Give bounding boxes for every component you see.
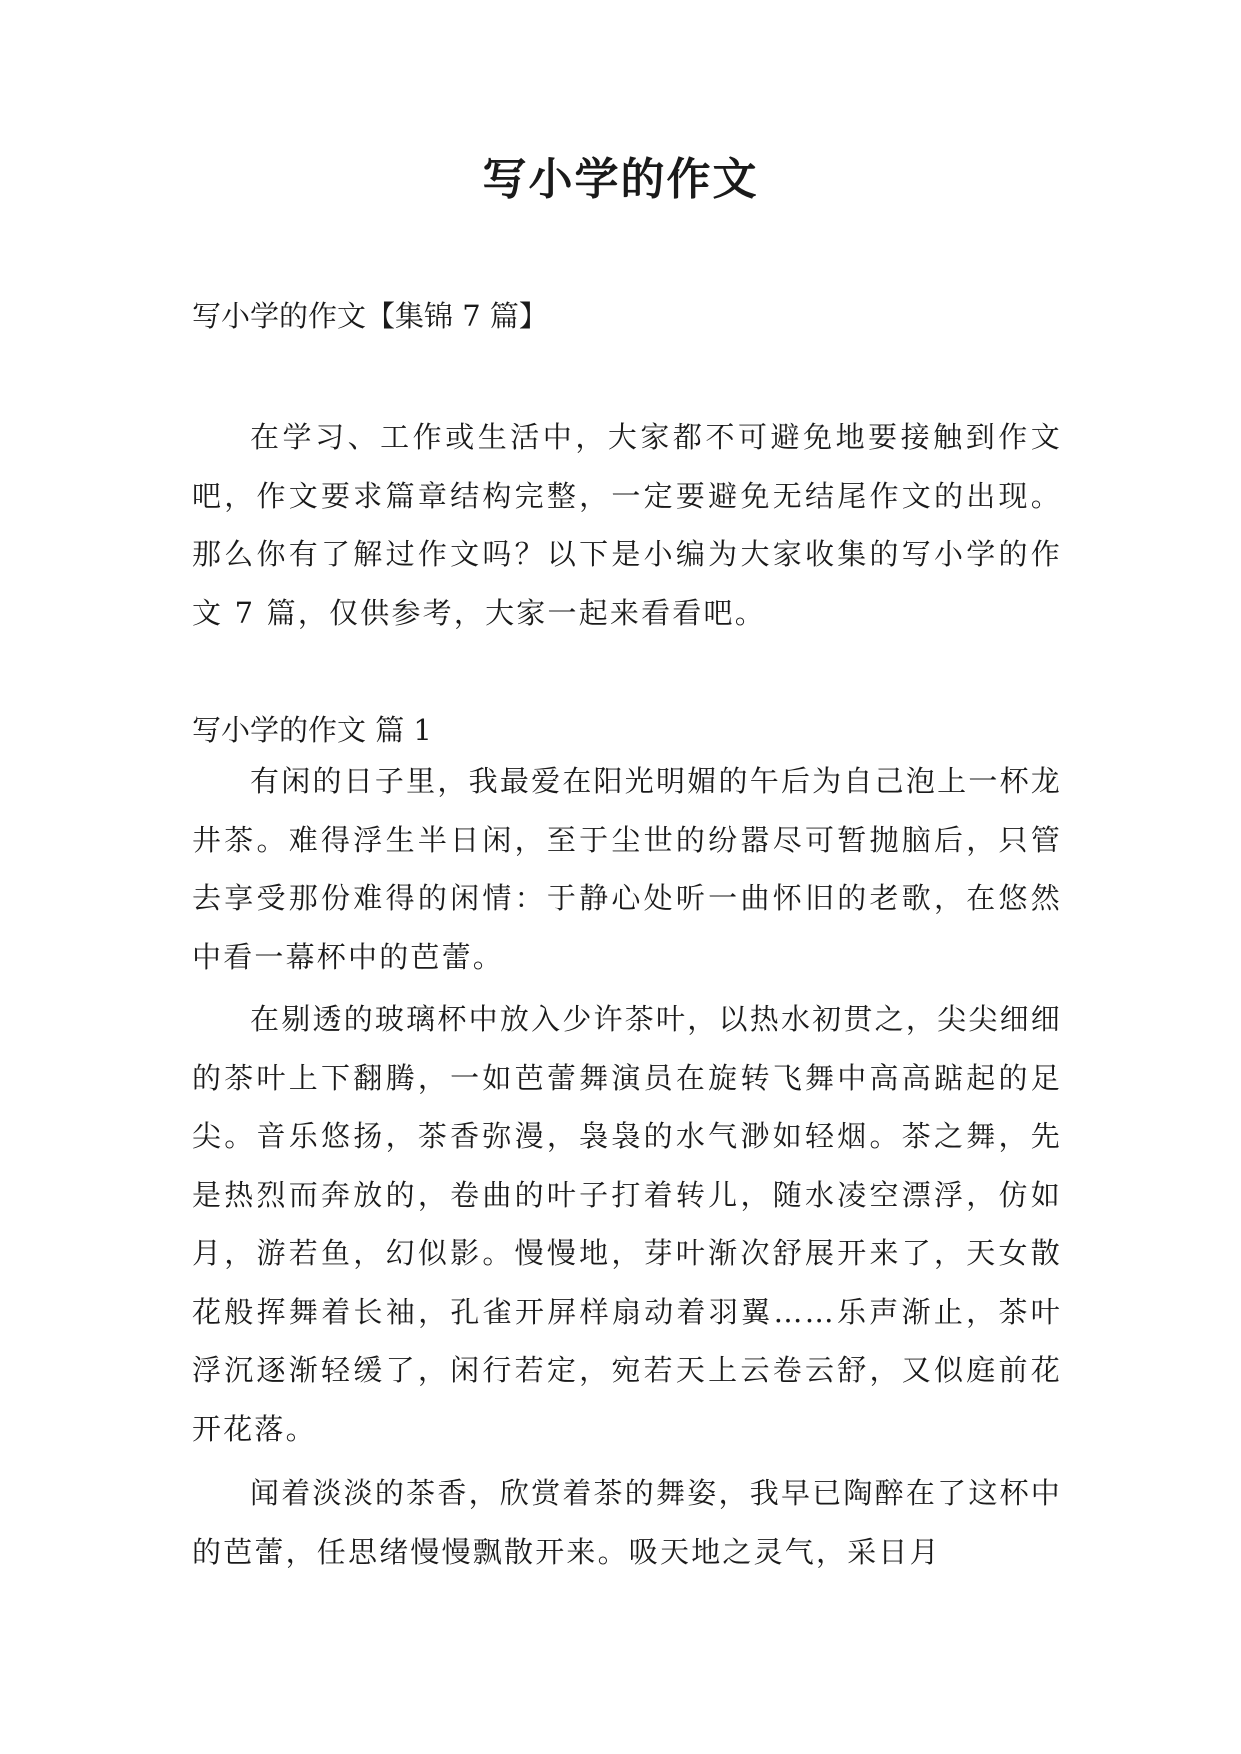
body-paragraph-2: 在剔透的玻璃杯中放入少许茶叶，以热水初贯之，尖尖细细的茶叶上下翻腾，一如芭蕾舞演员在旋转飞舞中高高踮起的足尖。音乐悠扬，茶香弥漫，袅袅的水气渺如轻烟。茶之舞，先是热烈而奔放的，卷曲的叶子打着转儿，随水凌空漂浮，仿如月，游若鱼，幻似影。慢慢地，芽叶渐次舒展开来了，天女散花般挥舞着长袖，孔雀开屏样扇动着羽翼……乐声渐止，茶叶浮沉逐渐轻缓了，闲行若定，宛若天上云卷云舒，又似庭前花开花落。 bbox=[192, 1002, 1062, 1446]
document-title: 写小学的作文 bbox=[482, 154, 759, 205]
section-heading: 写小学的作文 篇 1 bbox=[192, 713, 432, 747]
body-paragraph-1: 有闲的日子里，我最爱在阳光明媚的午后为自己泡上一杯龙井茶。难得浮生半日闲，至于尘世的纷嚣尽可暂抛脑后，只管去享受那份难得的闲情：于静心处听一曲怀旧的老歌，在悠然中看一幕杯中的芭蕾。 bbox=[192, 764, 1062, 974]
intro-paragraph: 在学习、工作或生活中，大家都不可避免地要接触到作文吧，作文要求篇章结构完整，一定要避免无结尾作文的出现。那么你有了解过作文吗？以下是小编为大家收集的写小学的作文 7 篇，仅供参考，大家一起来看看吧。 bbox=[192, 420, 1062, 630]
document-subtitle: 写小学的作文【集锦 7 篇】 bbox=[192, 299, 548, 333]
body-paragraph-3: 闻着淡淡的茶香，欣赏着茶的舞姿，我早已陶醉在了这杯中的芭蕾，任思绪慢慢飘散开来。吸天地之灵气，采日月 bbox=[192, 1476, 1062, 1569]
